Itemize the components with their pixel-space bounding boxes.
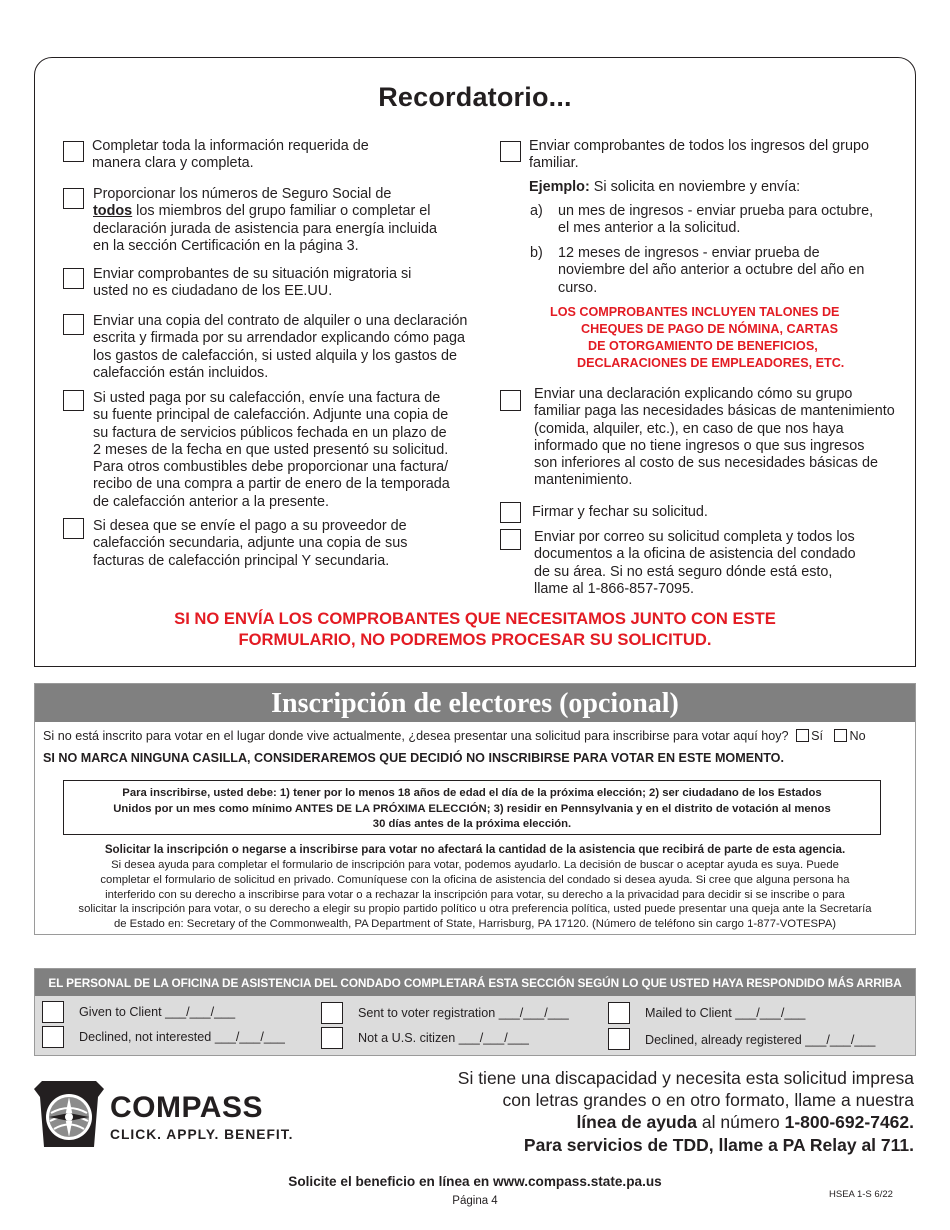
item-text-line: su factura de servicios públicos fechada en un plazo de: [93, 424, 447, 441]
sub-letter: a): [530, 203, 543, 219]
item-text-line: Enviar comprobantes de su situación migratoria si: [93, 266, 412, 282]
no-label: No: [849, 729, 866, 743]
voter-requirements-box: [63, 780, 881, 835]
item-text-line: en la sección Certificación en la página 3.: [93, 237, 359, 254]
item-text-line: declaración jurada de asistencia para energía incluida: [93, 220, 437, 237]
page-number: Página 4: [452, 1195, 498, 1207]
item-text-line: recibo de una compra a partir de enero de la temporada: [93, 476, 450, 493]
help-text-line: con letras grandes o en otro formato, llame a nuestra: [502, 1090, 914, 1111]
requirements-line: 30 días antes de la próxima elección.: [372, 818, 572, 830]
voter-effect-notice: Solicitar la inscripción o negarse a inscribirse para votar no afectará la cantidad de la asistencia que recibirá de parte de esta agencia.: [104, 843, 846, 856]
help-line: interferido con su derecho a inscribirse para votar o a rechazar la inscripción para votar, su derecho a la privacidad para decidir si se inscribe o para: [105, 888, 845, 901]
example-label: Ejemplo:: [529, 178, 590, 195]
sent-to-voter-registration-checkbox[interactable]: [321, 1002, 343, 1024]
reminder-title: Recordatorio...: [378, 82, 572, 112]
form-code: HSEA 1-S 6/22: [829, 1189, 893, 1200]
item-text-line: Completar toda la información requerida de: [92, 138, 369, 154]
reminder-checkbox[interactable]: [500, 502, 521, 523]
not-us-citizen-field[interactable]: Not a U.S. citizen ___/___/___: [358, 1031, 529, 1045]
given-to-client-checkbox[interactable]: [42, 1001, 64, 1023]
declined-already-registered-checkbox[interactable]: [608, 1028, 630, 1050]
item-text-line: son inferiores al costo de sus necesidades básicas de: [534, 455, 878, 472]
item-text-line: Si desea que se envíe el pago a su proveedor de: [93, 518, 407, 534]
no-mark-notice: SI NO MARCA NINGUNA CASILLA, CONSIDERAREMOS QUE DECIDIÓ NO INSCRIBIRSE PARA VOTAR EN ESTE MOMENTO.: [43, 751, 784, 765]
reminder-checkbox[interactable]: [63, 390, 84, 411]
reminder-checkbox[interactable]: [63, 518, 84, 539]
county-office-section: [34, 968, 916, 1056]
warning-line: SI NO ENVÍA LOS COMPROBANTES QUE NECESITAMOS JUNTO CON ESTE: [174, 609, 776, 628]
item-text-line: Enviar una declaración explicando cómo su grupo: [534, 386, 853, 402]
sub-letter: b): [530, 245, 543, 261]
reminder-checkbox[interactable]: [500, 529, 521, 550]
yes-checkbox[interactable]: [796, 729, 809, 742]
item-text-line: Firmar y fechar su solicitud.: [532, 504, 708, 520]
item-text-line: curso.: [558, 279, 598, 296]
notice-line: DE OTORGAMIENTO DE BENEFICIOS,: [588, 339, 818, 353]
item-text-line: usted no es ciudadano de los EE.UU.: [93, 283, 333, 300]
item-text-line: Para otros combustibles debe proporcionar una factura/: [93, 459, 449, 476]
requirements-line: Para inscribirse, usted debe: 1) tener por lo menos 18 años de edad el día de la próxima elección; 2) ser ciudadano de los Estados: [122, 787, 822, 799]
item-text-line: noviembre del año anterior a octubre del año en: [558, 262, 865, 279]
keystone-compass-icon: [34, 1081, 104, 1147]
item-text-line: los miembros del grupo familiar o completar el: [132, 203, 431, 220]
sub-item-b: [530, 245, 920, 300]
item-text-line: los gastos de calefacción, si usted alquila y los gastos de: [93, 347, 457, 364]
help-line: Si desea ayuda para completar el formulario de inscripción para votar, podemos ayudarlo. La decisión de buscar o aceptar ayuda es suya. Puede: [111, 859, 839, 871]
item-text-line: el mes anterior a la solicitud.: [558, 220, 741, 237]
declined-not-interested-checkbox[interactable]: [42, 1026, 64, 1048]
warning-line: FORMULARIO, NO PODREMOS PROCESAR SU SOLICITUD.: [238, 629, 712, 649]
tdd-relay-text: Para servicios de TDD, llame a PA Relay al 711.: [523, 1134, 914, 1155]
item-text-line: un mes de ingresos - enviar prueba para octubre,: [558, 203, 874, 219]
reminder-box: [34, 57, 916, 667]
declined-not-interested-field[interactable]: Declined, not interested ___/___/___: [79, 1030, 285, 1044]
notice-line: DECLARACIONES DE EMPLEADORES, ETC.: [577, 356, 845, 370]
item-text-line: Enviar una copia del contrato de alquiler o una declaración: [93, 313, 468, 329]
voter-question: [43, 729, 866, 743]
helpline-phone: 1-800-692-7462.: [784, 1112, 914, 1133]
no-checkbox[interactable]: [834, 729, 847, 742]
reminder-checkbox[interactable]: [63, 314, 84, 335]
item-text-line: manera clara y completa.: [92, 155, 254, 172]
item-text-line: 12 meses de ingresos - enviar prueba de: [558, 245, 820, 261]
reminder-checkbox[interactable]: [500, 141, 521, 162]
voter-registration-section: [34, 683, 916, 935]
item-text-line: informado que no tiene ingresos o que sus ingresos: [534, 437, 865, 454]
compass-tagline: CLICK. APPLY. BENEFIT.: [110, 1127, 294, 1142]
item-text-line: documentos a la oficina de asistencia del condado: [534, 546, 856, 563]
yes-label: Sí: [811, 729, 823, 743]
declined-already-registered-field[interactable]: Declined, already registered ___/___/___: [645, 1033, 876, 1047]
item-text-line: escrita y firmada por su arrendador explicando cómo paga: [93, 330, 465, 347]
item-text-line: llame al 1-866-857-7095.: [534, 580, 694, 597]
voter-registration-title: Inscripción de electores (opcional): [35, 684, 915, 722]
requirements-line: Unidos por un mes como mínimo ANTES DE LA PRÓXIMA ELECCIÓN; 3) residir en Pennsylvania y en el distrito de votación al menos: [113, 802, 831, 815]
help-line: de Estado en: Secretary of the Commonwealth, PA Department of State, Harrisburg, PA 17120. (Número de teléfono sin cargo 1-877-VOTESPA): [113, 918, 837, 931]
item-text-line: de su área. Si no está seguro dónde está esto,: [534, 563, 833, 580]
item-text-line: familiar paga las necesidades básicas de mantenimiento: [534, 403, 895, 420]
accessibility-help: [394, 1067, 914, 1156]
item-text-line: familiar.: [529, 155, 579, 172]
voter-help-paragraph: [41, 858, 909, 932]
mailed-to-client-checkbox[interactable]: [608, 1002, 630, 1024]
helpline-label: línea de ayuda: [576, 1112, 698, 1133]
reminder-checkbox[interactable]: [63, 268, 84, 289]
example-text: Si solicita en noviembre y envía:: [589, 178, 801, 195]
item-text-line: (comida, alquiler, etc.), en caso de que nos haya: [534, 420, 844, 437]
item-text-line: su fuente principal de calefacción. Adjunte una copia de: [93, 407, 449, 424]
reminder-checkbox[interactable]: [63, 141, 84, 162]
missing-proof-warning: [35, 609, 915, 650]
given-to-client-field[interactable]: Given to Client ___/___/___: [79, 1005, 236, 1019]
item-text-line: calefacción secundaria, adjunte una copia de sus: [93, 535, 408, 552]
item-text-line: Si usted paga por su calefacción, envíe una factura de: [93, 390, 441, 406]
item-text-line: Proporcionar los números de Seguro Social de: [93, 186, 392, 202]
voter-question-text: Si no está inscrito para votar en el lugar donde vive actualmente, ¿desea presentar una solicitud para inscribirse para votar aquí hoy?: [43, 729, 789, 743]
item-text-line: calefacción están incluidos.: [93, 364, 269, 381]
underlined-word: todos: [93, 203, 133, 220]
proof-examples-notice: [550, 304, 844, 372]
item-text-line: Enviar comprobantes de todos los ingresos del grupo: [529, 138, 869, 154]
reminder-checkbox[interactable]: [63, 188, 84, 209]
item-text-line: Enviar por correo su solicitud completa y todos los: [534, 529, 855, 545]
help-line: solicitar la inscripción para votar, o su derecho a elegir su propio partido político u otra preferencia política, usted puede presentar una queja ante la Secretaría: [78, 903, 872, 916]
not-us-citizen-checkbox[interactable]: [321, 1027, 343, 1049]
mailed-to-client-field[interactable]: Mailed to Client ___/___/___: [645, 1006, 806, 1020]
reminder-checkbox[interactable]: [500, 390, 521, 411]
help-text-line: Si tiene una discapacidad y necesita esta solicitud impresa: [457, 1068, 914, 1088]
notice-line: CHEQUES DE PAGO DE NÓMINA, CARTAS: [581, 322, 839, 336]
compass-wordmark: COMPASS: [110, 1091, 263, 1124]
help-line: completar el formulario de solicitud en privado. Comuníquese con la oficina de asistencia del condado si desea ayuda. Si cree que alguna persona ha: [100, 873, 850, 886]
apply-online-text: Solicite el beneficio en línea en www.compass.state.pa.us: [288, 1174, 662, 1189]
notice-line: LOS COMPROBANTES INCLUYEN TALONES DE: [550, 305, 840, 319]
item-text-line: mantenimiento.: [534, 472, 633, 489]
item-text-line: de calefacción anterior a la presente.: [93, 493, 329, 510]
county-office-header: EL PERSONAL DE LA OFICINA DE ASISTENCIA DEL CONDADO COMPLETARÁ ESTA SECCIÓN SEGÚN LO QUE USTED HAYA RESPONDIDO MÁS ARRIBA: [35, 969, 915, 996]
help-text-line: al número: [697, 1112, 785, 1133]
item-text-line: facturas de calefacción principal Y secundaria.: [93, 552, 390, 569]
sent-to-voter-registration-field[interactable]: Sent to voter registration ___/___/___: [358, 1006, 569, 1020]
item-text-line: 2 meses de la fecha en que usted presentó su solicitud.: [93, 441, 449, 458]
